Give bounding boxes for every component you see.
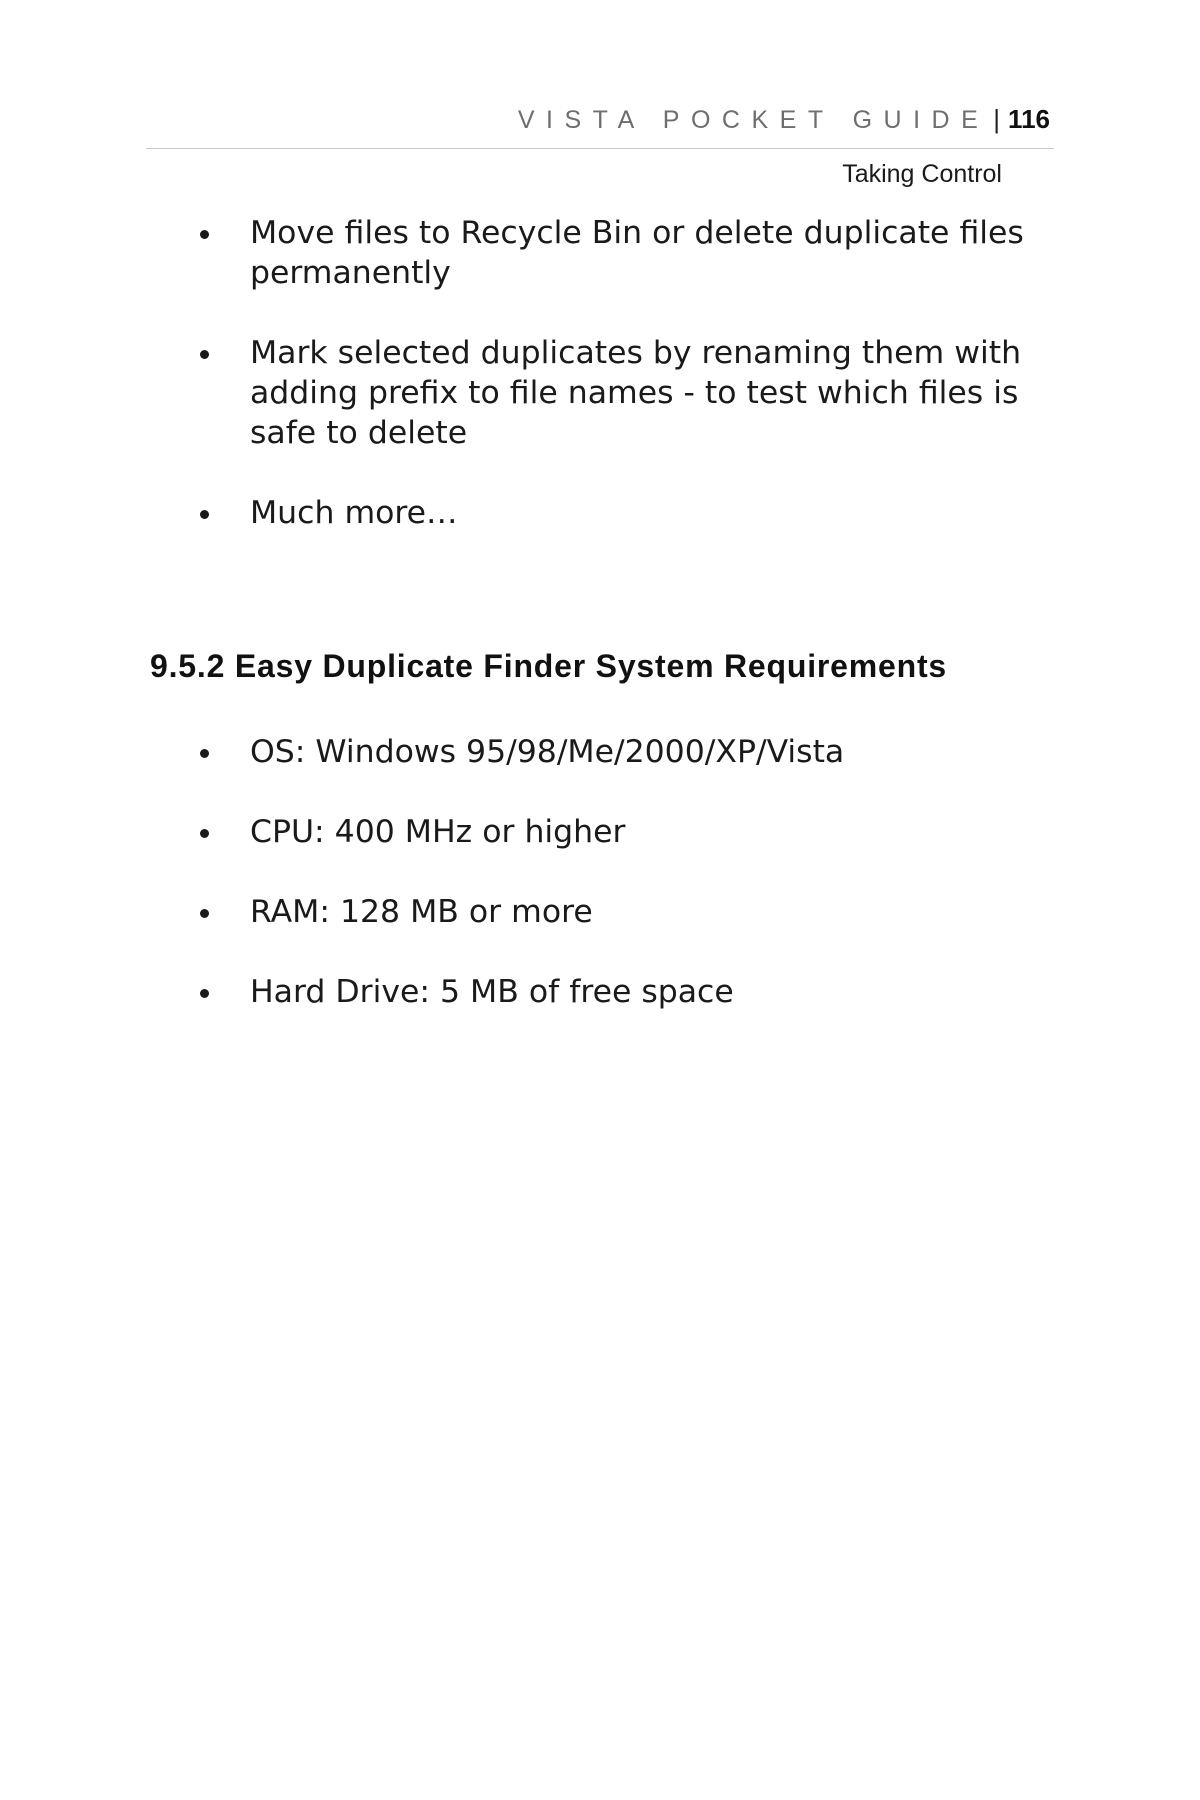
bullet-icon	[200, 749, 209, 758]
chapter-label: Taking Control	[842, 160, 1002, 188]
feature-list	[200, 213, 1060, 533]
requirements-list	[200, 732, 1060, 1012]
list-item	[200, 732, 1060, 772]
list-item	[200, 493, 1060, 533]
list-item	[200, 812, 1060, 852]
list-item-text: Move files to Recycle Bin or delete duplicate files permanently	[250, 215, 1024, 291]
book-title: VISTA POCKET GUIDE	[517, 106, 990, 134]
requirement-cpu: CPU: 400 MHz or higher	[250, 814, 626, 850]
header-separator: |	[993, 104, 1001, 134]
bullet-icon	[200, 230, 209, 239]
page-header	[146, 100, 1054, 149]
list-item-text: Much more…	[250, 495, 458, 531]
page-number: 116	[1008, 104, 1050, 134]
section-heading: 9.5.2 Easy Duplicate Finder System Requirements	[150, 648, 948, 684]
list-item	[200, 333, 1060, 453]
bullet-icon	[200, 829, 209, 838]
bullet-icon	[200, 989, 209, 998]
bullet-icon	[200, 909, 209, 918]
list-item-text: Mark selected duplicates by renaming them with adding prefix to file names - to test which files is safe to delete	[250, 335, 1022, 451]
list-item	[200, 892, 1060, 932]
running-header	[518, 104, 1050, 135]
requirement-os: OS: Windows 95/98/Me/2000/XP/Vista	[250, 734, 845, 770]
requirement-disk: Hard Drive: 5 MB of free space	[250, 974, 734, 1010]
list-item	[200, 213, 1060, 293]
list-item	[200, 972, 1060, 1012]
bullet-icon	[200, 510, 209, 519]
bullet-icon	[200, 350, 209, 359]
requirement-ram: RAM: 128 MB or more	[250, 894, 593, 930]
